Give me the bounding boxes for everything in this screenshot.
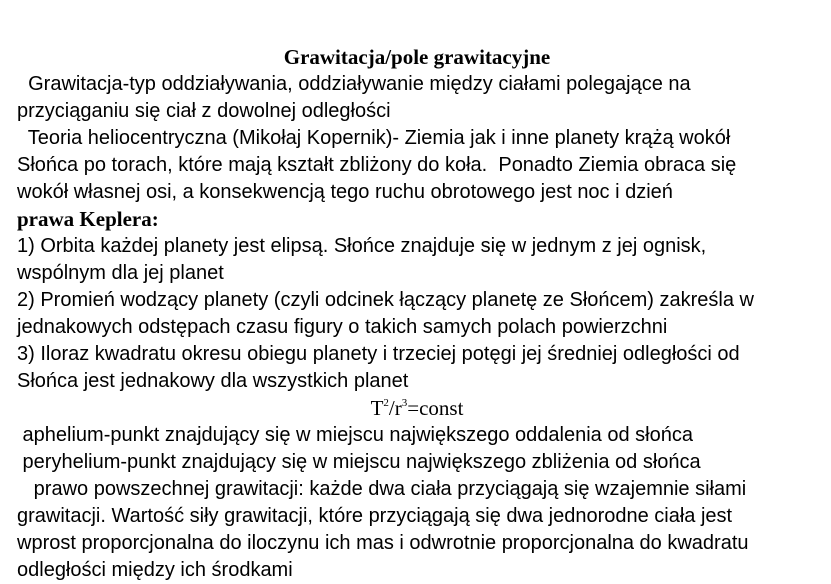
gravity-law-line-1: prawo powszechnej grawitacji: każde dwa ciała przyciągają się wzajemnie siłami (17, 478, 747, 500)
definition-line-2: przyciąganiu się ciał z dowolnej odległości (17, 100, 391, 122)
heliocentric-line-1: Teoria heliocentryczna (Mikołaj Kopernik)- Ziemia jak i inne planety krążą wokół (17, 127, 731, 149)
kepler-law-line-2: wspólnym dla jej planet (17, 262, 224, 284)
gravity-law-line-3: wprost proporcjonalna do iloczynu ich mas i odwrotnie proporcjonalna do kwadratu (17, 532, 749, 554)
kepler-law-line-4: jednakowych odstępach czasu figury o takich samych polach powierzchni (17, 316, 668, 338)
formula-t-exponent: 2 (383, 397, 389, 409)
heliocentric-line-2: Słońca po torach, które mają kształt zbliżony do koła. Ponadto Ziemia obraca się (17, 154, 737, 176)
definition-line-1: Grawitacja-typ oddziaływania, oddziaływanie między ciałami polegające na (17, 73, 691, 95)
kepler-law-line-1: 1) Orbita każdej planety jest elipsą. Słońce znajduje się w jednym z jej ognisk, (17, 235, 707, 257)
kepler-law-line-6: Słońca jest jednakowy dla wszystkich planet (17, 370, 409, 392)
document-title: Grawitacja/pole grawitacyjne (283, 45, 551, 69)
perihelion-line: peryhelium-punkt znajdujący się w miejscu największego zbliżenia od słońca (17, 451, 701, 473)
kepler-formula (17, 395, 817, 422)
formula-slash-r: /r (388, 396, 402, 420)
formula-rest: =const (407, 396, 464, 420)
heliocentric-line-3: wokół własnej osi, a konsekwencją tego ruchu obrotowego jest noc i dzień (17, 181, 673, 203)
aphelion-line: aphelium-punkt znajdujący się w miejscu największego oddalenia od słońca (17, 424, 693, 446)
document-page (17, 44, 817, 584)
kepler-law-line-3: 2) Promień wodzący planety (czyli odcinek łączący planetę ze Słońcem) zakreśla w (17, 289, 754, 311)
formula-r-exponent: 3 (401, 397, 408, 409)
gravity-law-line-4: odległości między ich środkami (17, 559, 293, 581)
kepler-law-line-5: 3) Iloraz kwadratu okresu obiegu planety i trzeciej potęgi jej średniej odległości od (17, 343, 740, 365)
gravity-law-line-2: grawitacji. Wartość siły grawitacji, które przyciągają się dwa jednorodne ciała jest (17, 505, 733, 527)
formula-t: T (370, 396, 384, 420)
kepler-heading: prawa Keplera: (17, 207, 159, 231)
